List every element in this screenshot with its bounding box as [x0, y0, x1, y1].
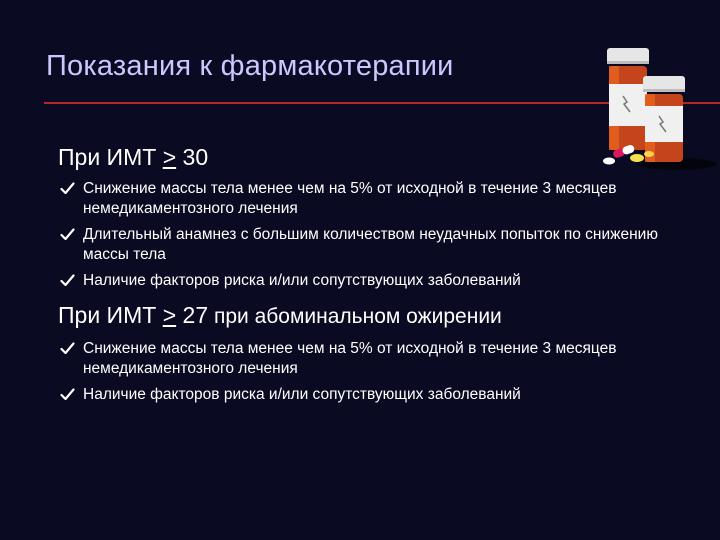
- list-item: [58, 225, 668, 265]
- list-item: [58, 339, 668, 379]
- checkmark-icon: [60, 342, 75, 355]
- list-item-text: Снижение массы тела менее чем на 5% от исходной в течение 3 месяцев немедикаментозного лечения: [83, 340, 617, 377]
- slide-title: Показания к фармакотерапии: [46, 50, 454, 82]
- heading-prefix: При ИМТ: [58, 144, 163, 170]
- section-heading-bmi-27: [58, 301, 668, 331]
- checkmark-icon: [60, 274, 75, 287]
- list-item-text: Наличие факторов риска и/или сопутствующих заболеваний: [83, 386, 521, 403]
- bullet-list-bmi-27: [58, 339, 668, 405]
- heading-value: 30: [176, 144, 209, 170]
- greater-equal-sign: >: [162, 144, 177, 170]
- list-item: [58, 385, 668, 405]
- checkmark-icon: [60, 228, 75, 241]
- slide-body: [58, 143, 668, 411]
- heading-suffix: при абоминальном ожирении: [208, 305, 502, 328]
- heading-value: 27: [176, 302, 209, 328]
- list-item: [58, 271, 668, 291]
- checkmark-icon: [60, 388, 75, 401]
- checkmark-icon: [60, 182, 75, 195]
- list-item: [58, 179, 668, 219]
- bullet-list-bmi-30: [58, 179, 668, 291]
- section-heading-bmi-30: [58, 143, 668, 171]
- list-item-text: Наличие факторов риска и/или сопутствующих заболеваний: [83, 272, 521, 289]
- heading-prefix: При ИМТ: [58, 302, 163, 328]
- list-item-text: Снижение массы тела менее чем на 5% от исходной в течение 3 месяцев немедикаментозного лечения: [83, 180, 617, 217]
- greater-equal-sign: >: [162, 302, 177, 328]
- list-item-text: Длительный анамнез с большим количеством неудачных попыток по снижению массы тела: [83, 226, 658, 263]
